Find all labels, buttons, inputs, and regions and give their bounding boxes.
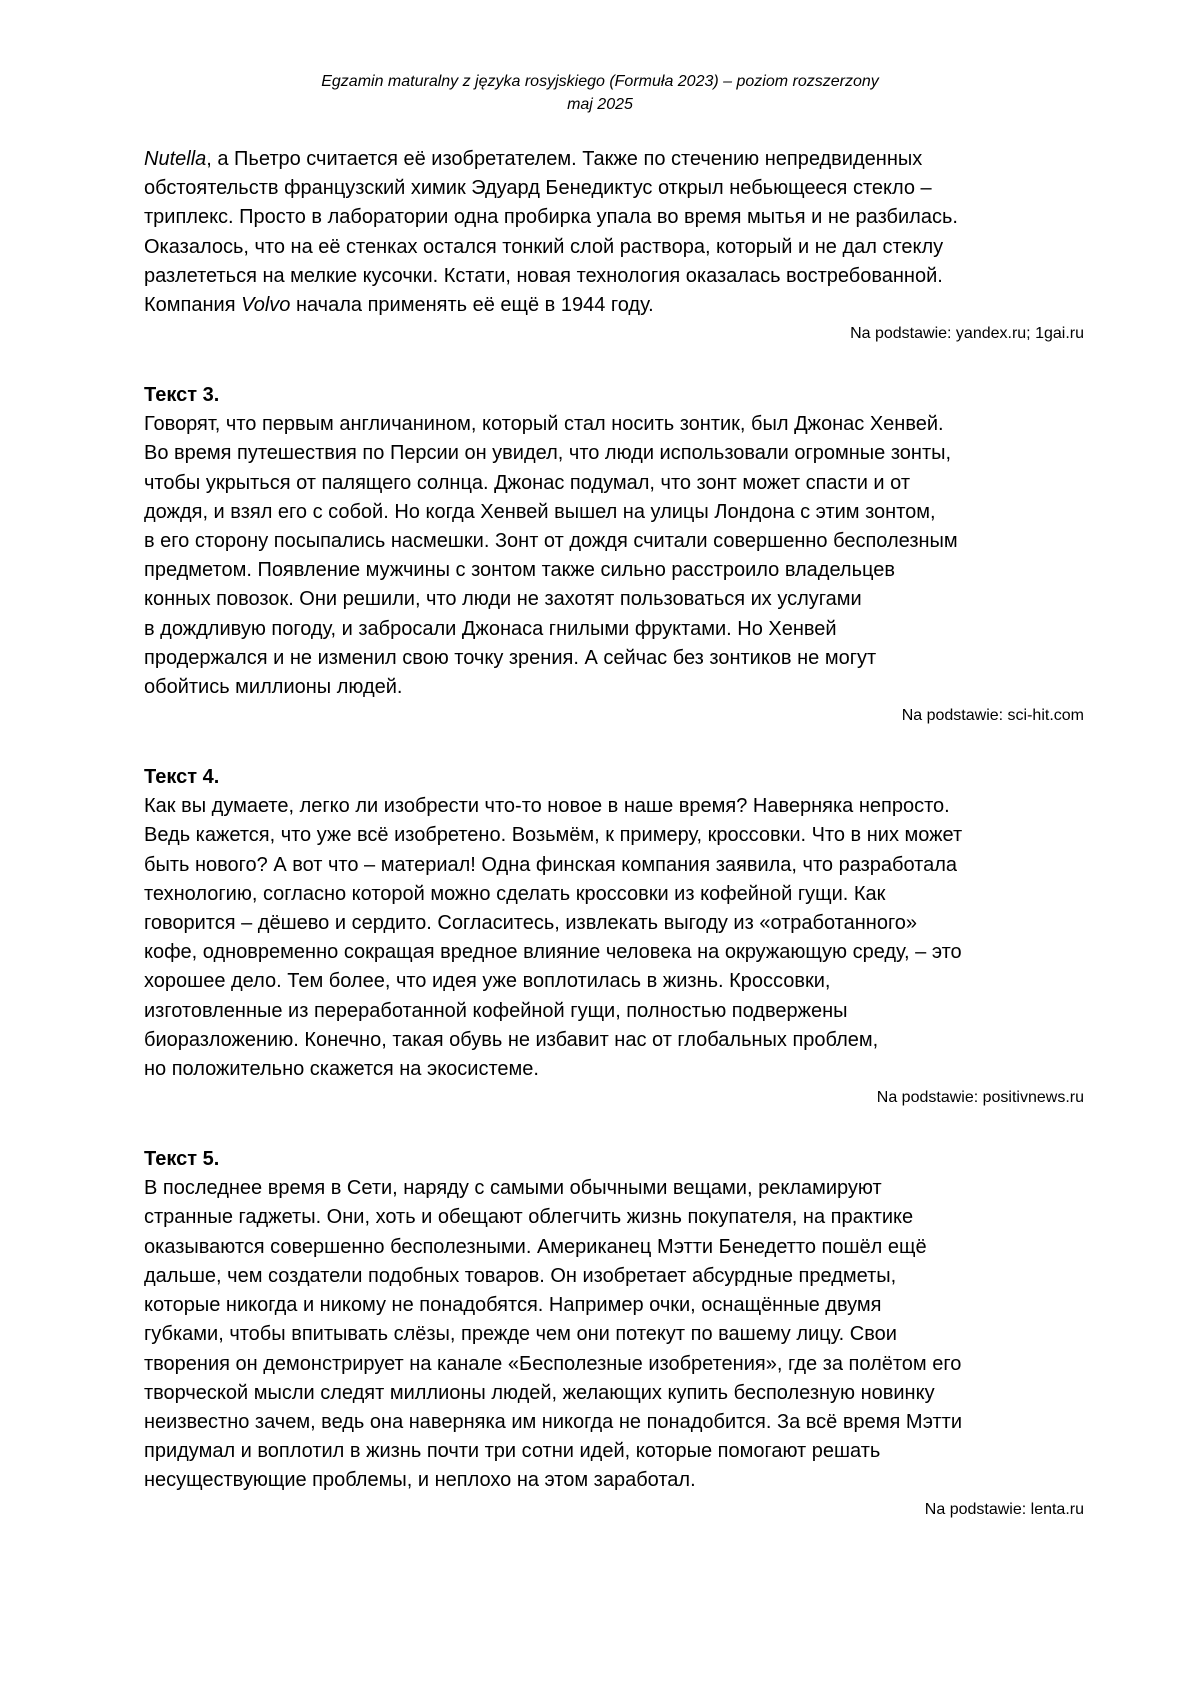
text-line: дождя, и взял его с собой. Но когда Хенвей вышел на улицы Лондона с этим зонтом, — [144, 500, 936, 523]
page-header — [0, 70, 1200, 116]
text3-paragraph — [144, 410, 1084, 702]
text-line: разлететься на мелкие кусочки. Кстати, новая технология оказалась востребованной. — [144, 264, 943, 287]
exam-title: Egzamin maturalny z języka rosyjskiego (Formuła 2023) – poziom rozszerzony — [321, 73, 879, 90]
text-line: в его сторону посыпались насмешки. Зонт от дождя считали совершенно бесполезным — [144, 530, 958, 553]
text5-title: Текст 5. — [144, 1148, 220, 1171]
text-line: Ведь кажется, что уже всё изобретено. Возьмём, к примеру, кроссовки. Что в них может — [144, 824, 963, 847]
text-line: странные гаджеты. Они, хоть и обещают облегчить жизнь покупателя, на практике — [144, 1206, 914, 1229]
text-line: творения он демонстрирует на канале «Бесполезные изобретения», где за полётом его — [144, 1352, 962, 1375]
text2-paragraph — [144, 145, 1084, 320]
text-line: чтобы укрыться от палящего солнца. Джонас подумал, что зонт может спасти и от — [144, 471, 911, 494]
text2-source: Na podstawie: yandex.ru; 1gai.ru — [850, 325, 1084, 343]
text-line: говорится – дёшево и сердито. Согласитесь, извлекать выгоду из «отработанного» — [144, 912, 918, 935]
text-line: предметом. Появление мужчины с зонтом также сильно расстроило владельцев — [144, 559, 895, 582]
text-line: дальше, чем создатели подобных товаров. Он изобретает абсурдные предметы, — [144, 1264, 897, 1287]
exam-date: maj 2025 — [567, 96, 633, 113]
text-line: творческой мысли следят миллионы людей, желающих купить бесполезную новинку — [144, 1381, 935, 1404]
text-line: кофе, одновременно сокращая вредное влияние человека на окружающую среду, – это — [144, 941, 962, 964]
brand-name-volvo: Volvo — [241, 294, 291, 317]
text-line: продержался и не изменил свою точку зрения. А сейчас без зонтиков не могут — [144, 646, 877, 669]
text3-title: Текст 3. — [144, 384, 220, 407]
text5-source: Na podstawie: lenta.ru — [924, 1500, 1084, 1518]
text-line: В последнее время в Сети, наряду с самыми обычными вещами, рекламируют — [144, 1177, 882, 1200]
text-line: но положительно скажется на экосистеме. — [144, 1058, 539, 1081]
text5-paragraph — [144, 1174, 1084, 1495]
text-line: технологию, согласно которой можно сделать кроссовки из кофейной гущи. Как — [144, 882, 886, 905]
text-line: несуществующие проблемы, и неплохо на этом заработал. — [144, 1469, 696, 1492]
text-line: Nutella, а Пьетро считается её изобретателем. Также по стечению непредвиденных — [144, 148, 923, 170]
text-line: Говорят, что первым англичанином, который стал носить зонтик, был Джонас Хенвей. — [144, 413, 944, 436]
text-line: Оказалось, что на её стенках остался тонкий слой раствора, который и не дал стеклу — [144, 235, 944, 258]
text-line: конных повозок. Они решили, что люди не захотят пользоваться их услугами — [144, 588, 862, 611]
text-line: оказываются совершенно бесполезными. Американец Мэтти Бенедетто пошёл ещё — [144, 1235, 927, 1258]
text-line: изготовленные из переработанной кофейной гущи, полностью подвержены — [144, 999, 848, 1022]
text-line: хорошее дело. Тем более, что идея уже воплотилась в жизнь. Кроссовки, — [144, 970, 831, 993]
text-line: губками, чтобы впитывать слёзы, прежде чем они потекут по вашему лицу. Свои — [144, 1323, 897, 1346]
text-line: Во время путешествия по Персии он увидел, что люди использовали огромные зонты, — [144, 442, 952, 465]
text4-source: Na podstawie: positivnews.ru — [876, 1089, 1084, 1107]
text-line: обойтись миллионы людей. — [144, 676, 403, 699]
text-line: биоразложению. Конечно, такая обувь не избавит нас от глобальных проблем, — [144, 1028, 879, 1051]
text-line: придумал и воплотил в жизнь почти три сотни идей, которые помогают решать — [144, 1440, 881, 1463]
text3-source: Na podstawie: sci-hit.com — [901, 707, 1084, 725]
text-line: которые никогда и никому не понадобятся. Например очки, оснащённые двумя — [144, 1294, 882, 1317]
text-line: обстоятельств французский химик Эдуард Бенедиктус открыл небьющееся стекло – — [144, 177, 932, 200]
text-line: Компания Volvo начала применять её ещё в 1944 году. — [144, 294, 654, 317]
text-line: быть нового? А вот что – материал! Одна финская компания заявила, что разработала — [144, 853, 957, 876]
text4-paragraph — [144, 792, 1084, 1084]
text-line: неизвестно зачем, ведь она наверняка им никогда не понадобится. За всё время Мэтти — [144, 1410, 962, 1433]
text-line: в дождливую погоду, и забросали Джонаса гнилыми фруктами. Но Хенвей — [144, 617, 837, 640]
text-line: триплекс. Просто в лаборатории одна пробирка упала во время мытья и не разбилась. — [144, 206, 958, 229]
text4-title: Текст 4. — [144, 766, 220, 789]
brand-name-nutella: Nutella — [144, 148, 207, 170]
text-line: Как вы думаете, легко ли изобрести что-то новое в наше время? Наверняка непросто. — [144, 795, 950, 818]
page-content — [144, 145, 1084, 1521]
